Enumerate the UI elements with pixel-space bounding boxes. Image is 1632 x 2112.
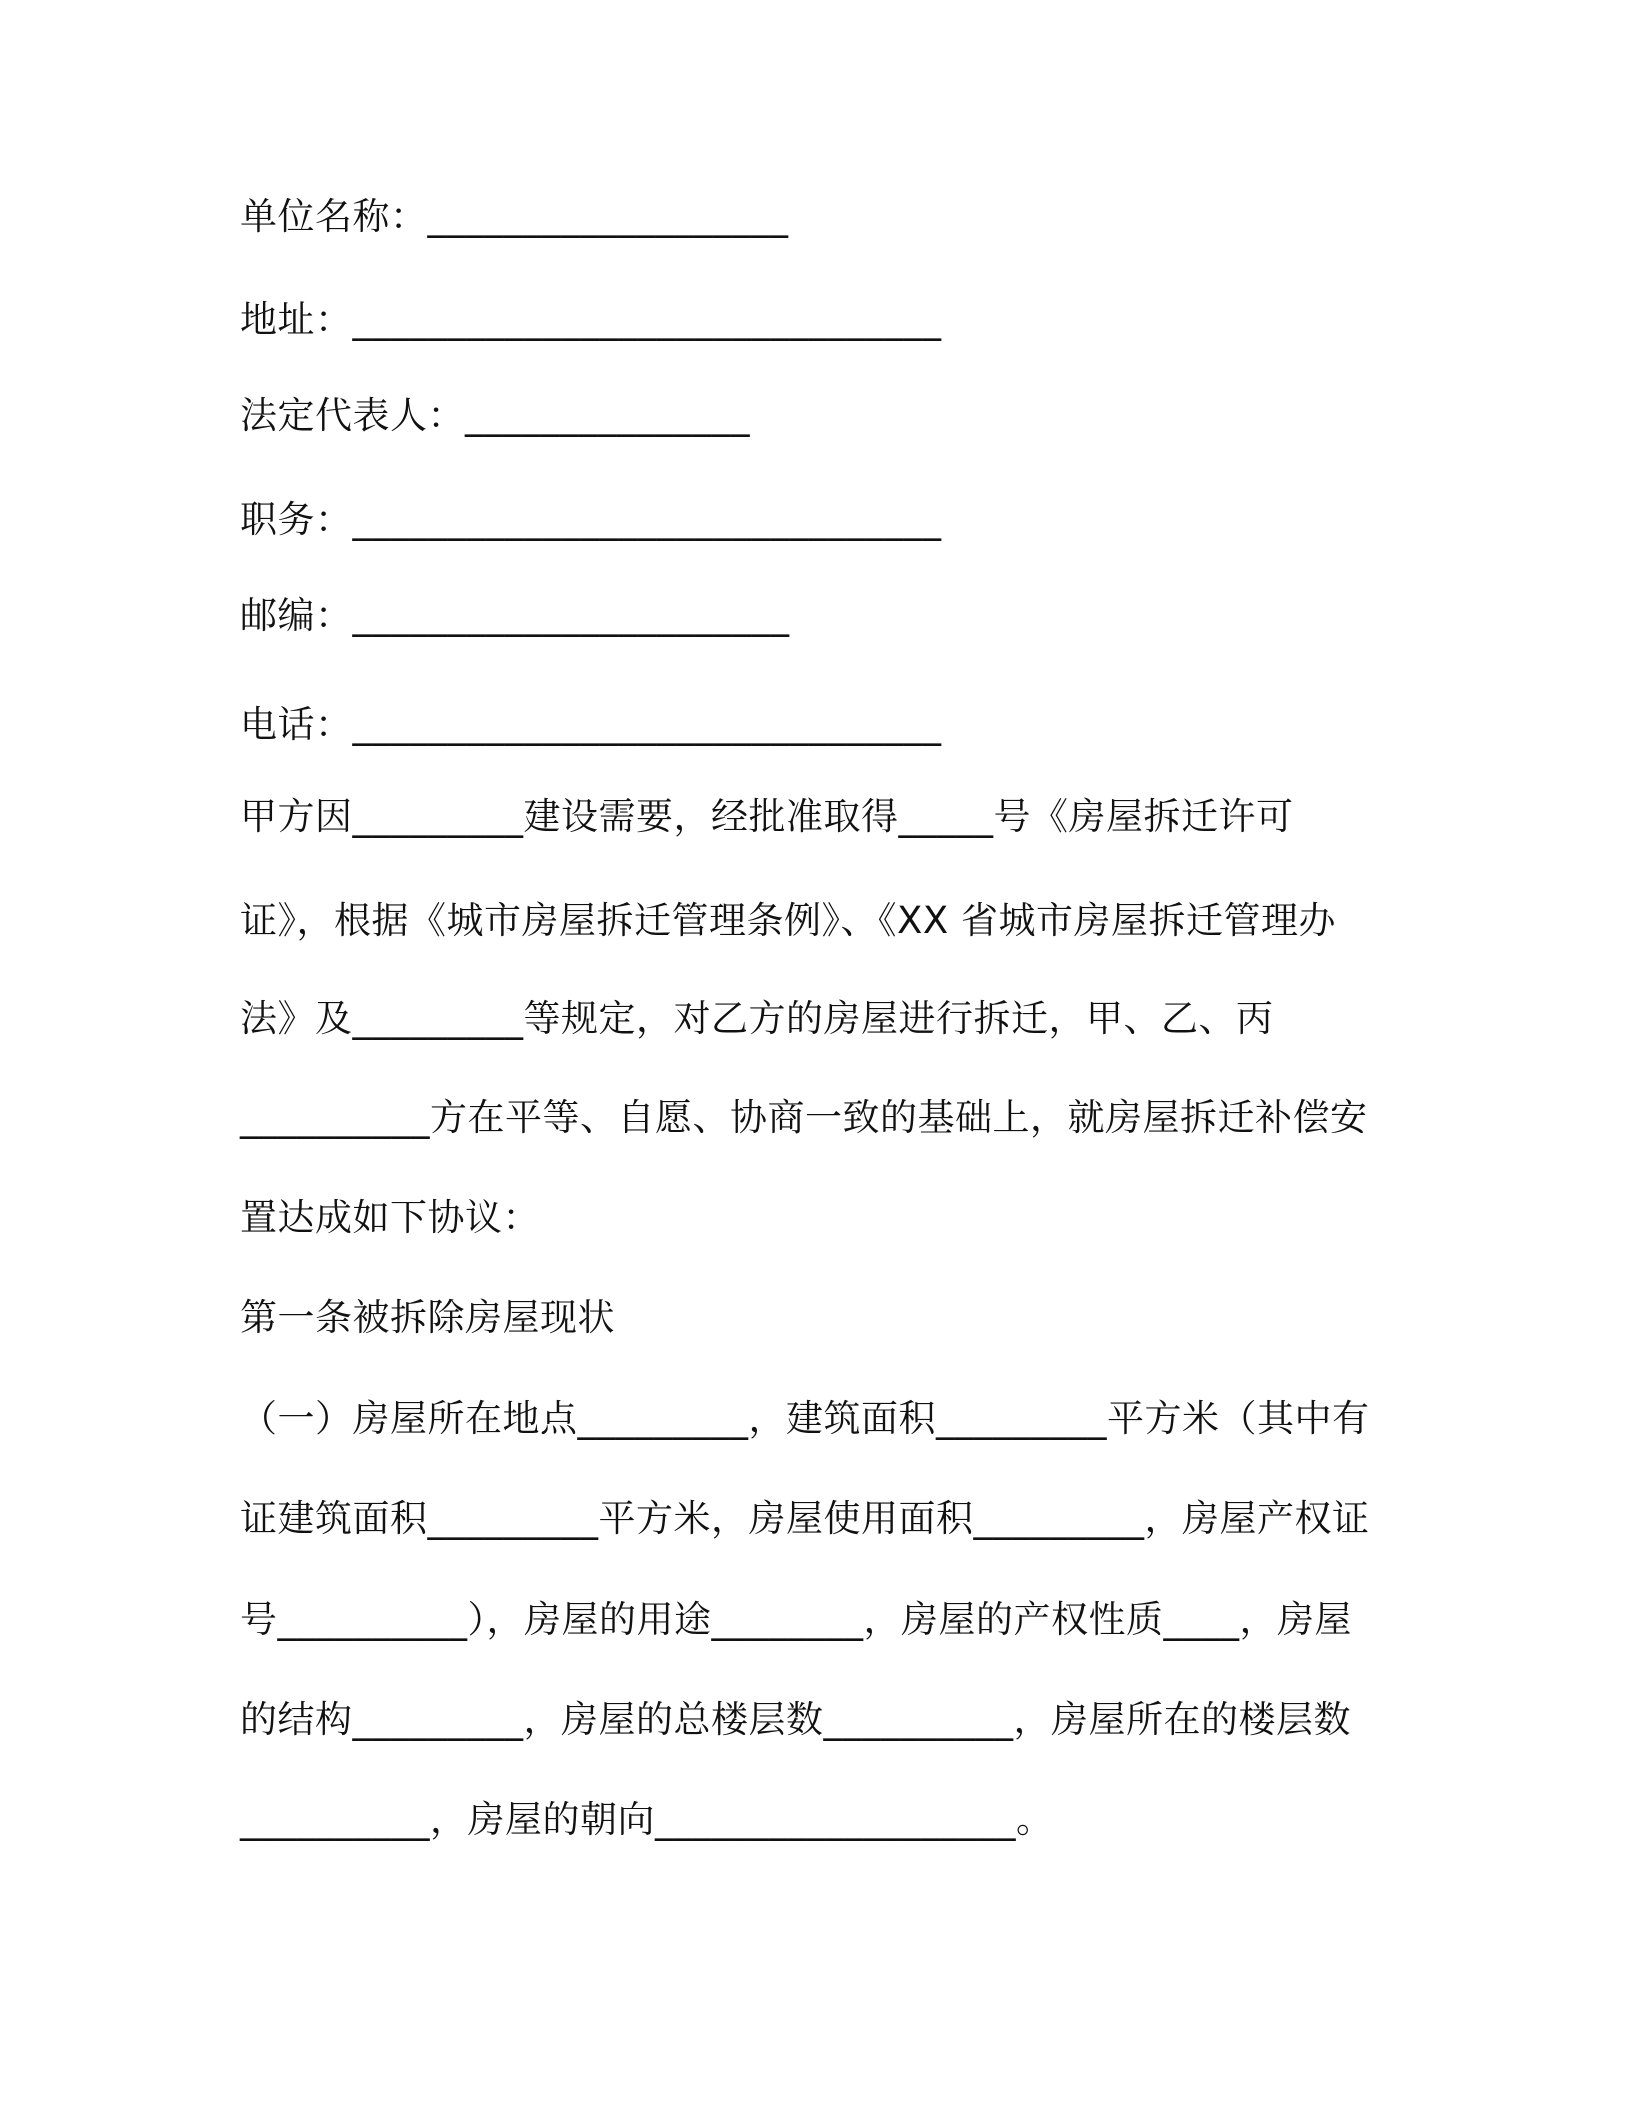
address-field: 地址：_______________________________ bbox=[240, 298, 942, 341]
article-1-line-5: __________，房屋的朝向___________________。 bbox=[240, 1798, 1054, 1841]
unit-name-field: 单位名称：___________________ bbox=[240, 195, 789, 238]
preamble-line-2: 证》，根据《城市房屋拆迁管理条例》、《XX 省城市房屋拆迁管理办 bbox=[240, 899, 1336, 942]
position-field: 职务：_______________________________ bbox=[240, 498, 942, 541]
preamble-line-3: 法》及_________等规定，对乙方的房屋进行拆迁，甲、乙、丙 bbox=[240, 997, 1274, 1040]
article-1-line-4: 的结构_________，房屋的总楼层数__________，房屋所在的楼层数 bbox=[240, 1698, 1351, 1741]
preamble-line-1: 甲方因_________建设需要，经批准取得_____号《房屋拆迁许可 bbox=[240, 795, 1294, 838]
article-1-line-2: 证建筑面积_________平方米，房屋使用面积_________，房屋产权证 bbox=[240, 1497, 1370, 1540]
article-1-title: 第一条被拆除房屋现状 bbox=[240, 1296, 615, 1339]
legal-representative-field: 法定代表人：_______________ bbox=[240, 394, 750, 437]
preamble-line-4: __________方在平等、自愿、协商一致的基础上，就房屋拆迁补偿安 bbox=[240, 1096, 1368, 1139]
postcode-field: 邮编：_______________________ bbox=[240, 594, 790, 637]
article-1-line-1: （一）房屋所在地点_________，建筑面积_________平方米（其中有 bbox=[240, 1397, 1370, 1440]
phone-field: 电话：_______________________________ bbox=[240, 703, 942, 746]
article-1-line-3: 号__________），房屋的用途________，房屋的产权性质____，房屋 bbox=[240, 1598, 1352, 1641]
preamble-line-5: 置达成如下协议： bbox=[240, 1196, 540, 1239]
